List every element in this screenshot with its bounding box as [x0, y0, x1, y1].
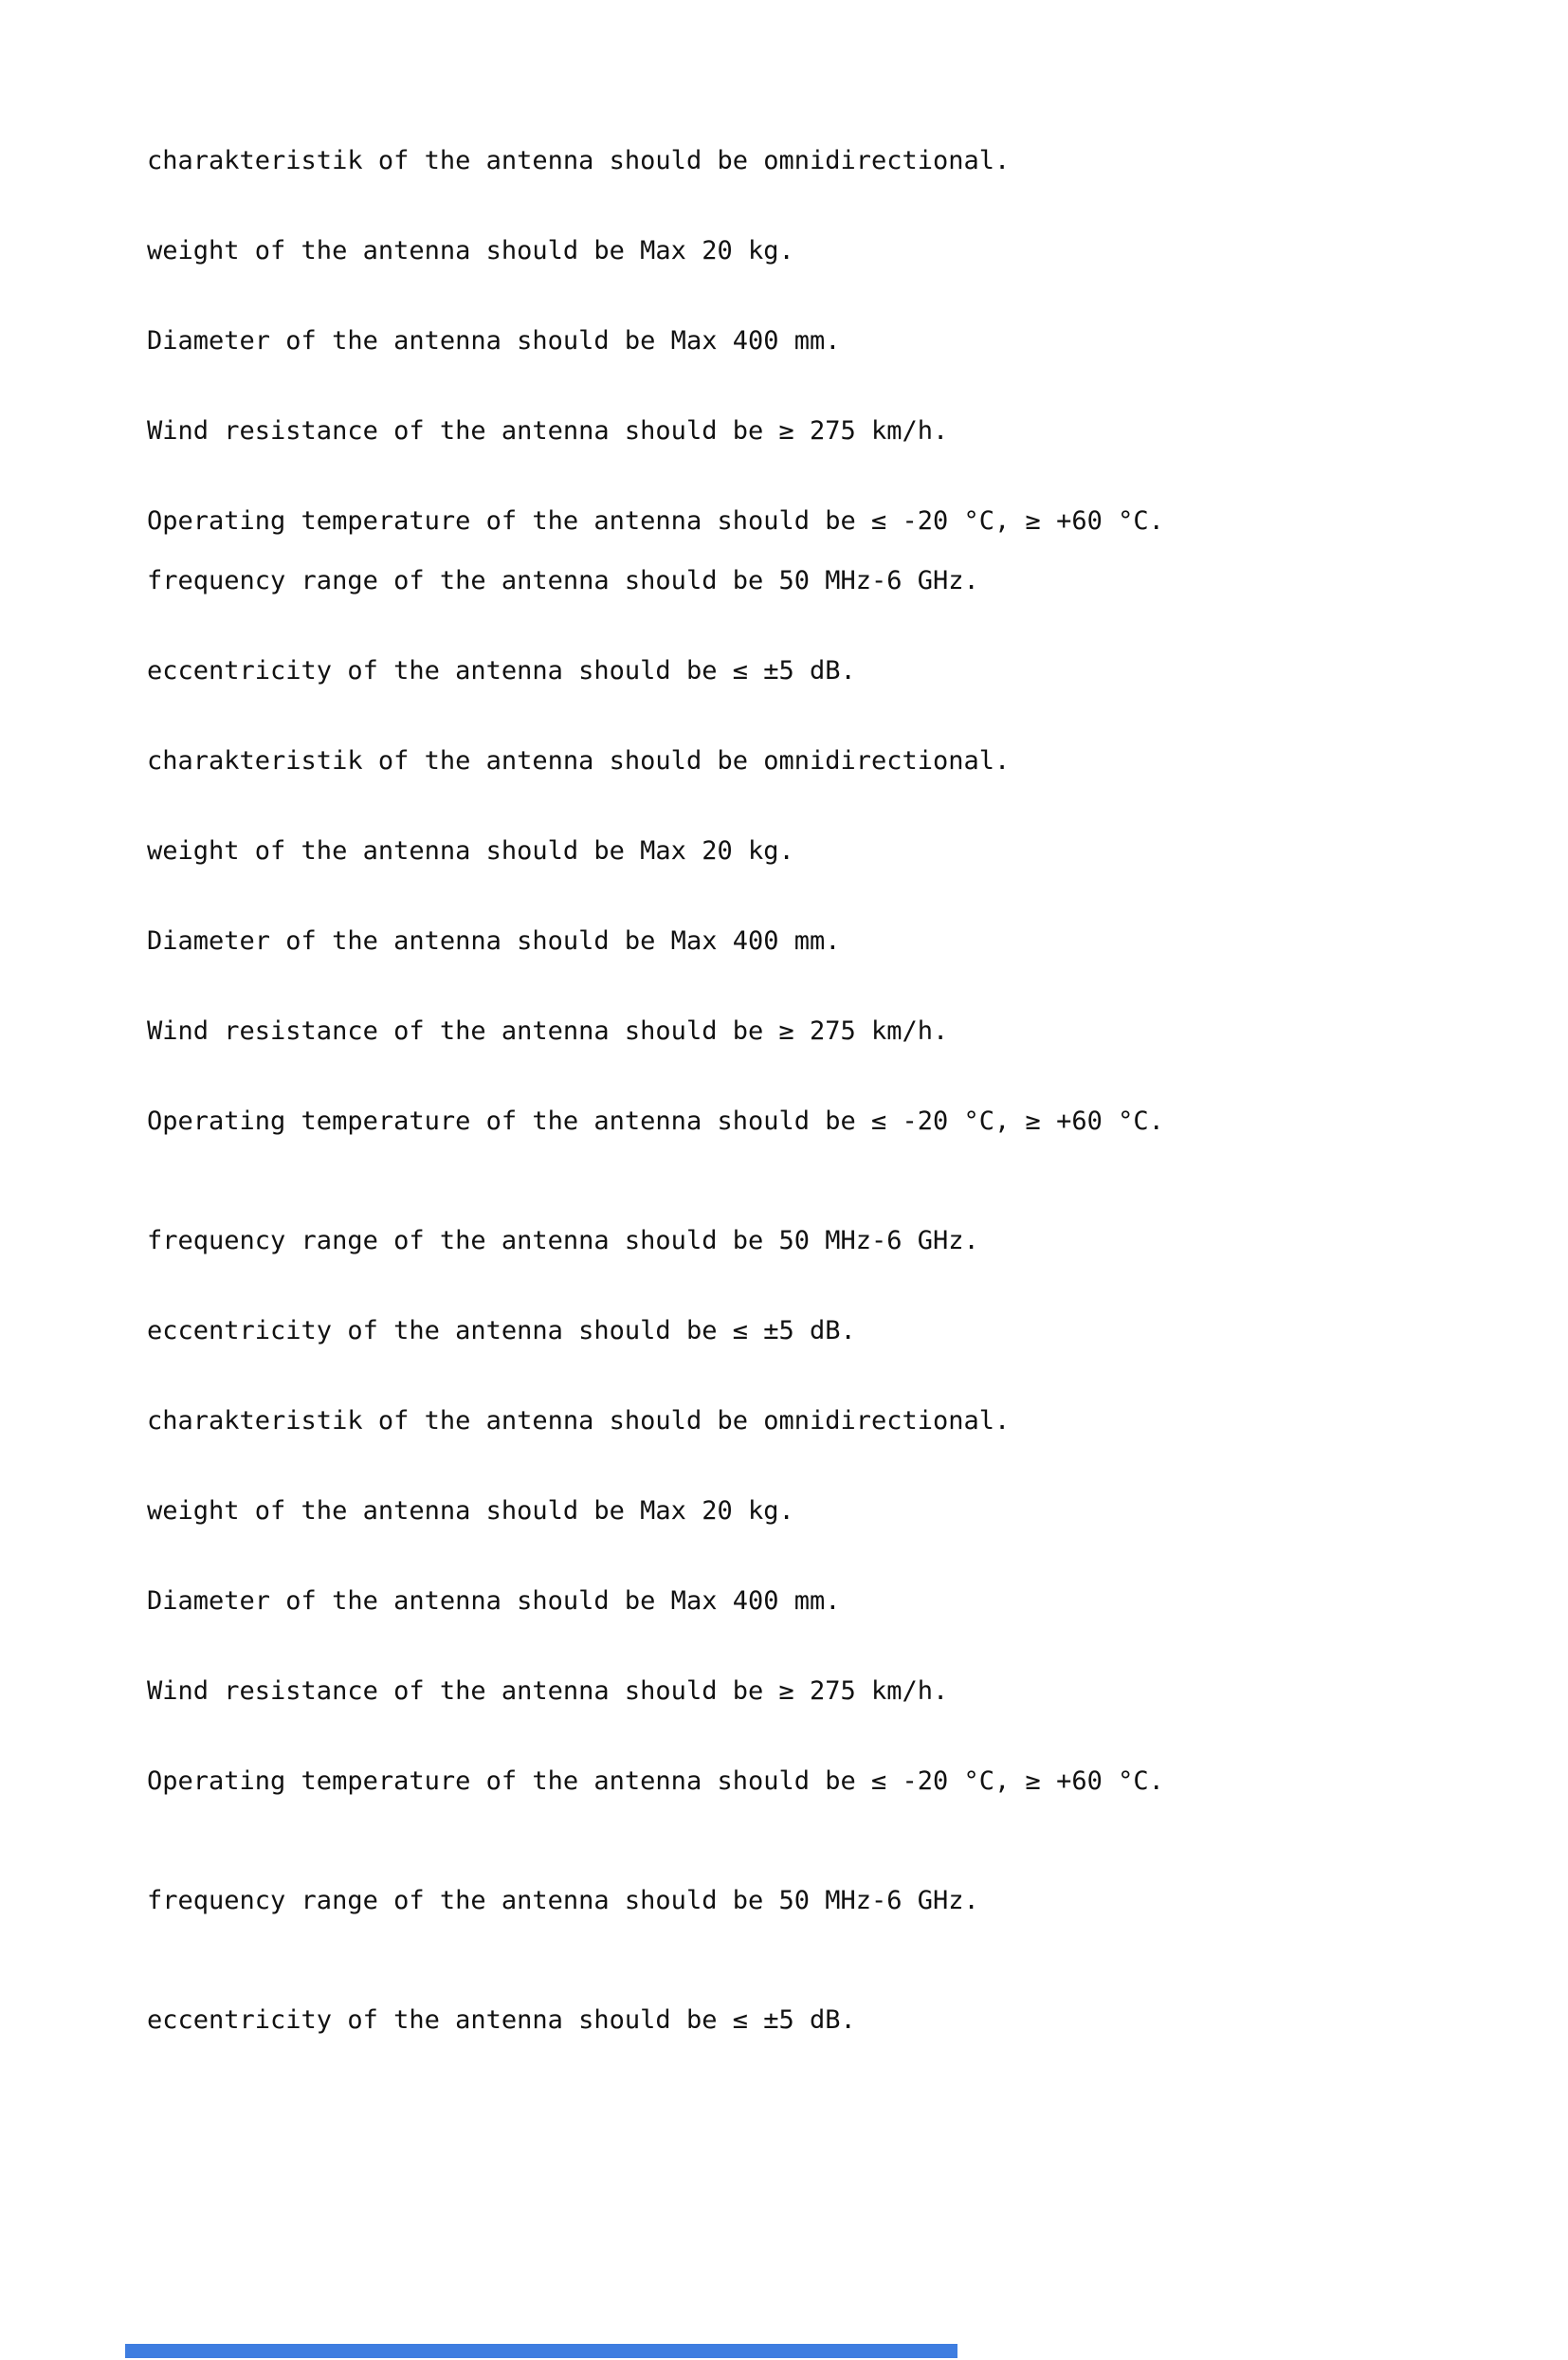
text-line: weight of the antenna should be Max 20 kg.	[147, 236, 794, 265]
text-line: frequency range of the antenna should be 50 MHz-6 GHz.	[147, 1886, 979, 1915]
text-line: eccentricity of the antenna should be ≤ ±5 dB.	[147, 1316, 856, 1345]
text-line: Diameter of the antenna should be Max 400 mm.	[147, 926, 841, 956]
selection-highlight-bar	[125, 2344, 957, 2358]
text-line: charakteristik of the antenna should be omnidirectional.	[147, 146, 1011, 175]
text-line: weight of the antenna should be Max 20 kg.	[147, 836, 794, 866]
text-line: charakteristik of the antenna should be omnidirectional.	[147, 1406, 1011, 1436]
text-line: charakteristik of the antenna should be omnidirectional.	[147, 746, 1011, 776]
text-line: Wind resistance of the antenna should be ≥ 275 km/h.	[147, 1676, 949, 1706]
text-line: Operating temperature of the antenna should be ≤ -20 °C, ≥ +60 °C.	[147, 506, 1164, 536]
text-line: Operating temperature of the antenna should be ≤ -20 °C, ≥ +60 °C.	[147, 1766, 1164, 1796]
text-line: Operating temperature of the antenna should be ≤ -20 °C, ≥ +60 °C.	[147, 1107, 1164, 1136]
text-line: weight of the antenna should be Max 20 kg.	[147, 1496, 794, 1526]
text-line: Wind resistance of the antenna should be ≥ 275 km/h.	[147, 416, 949, 446]
document-page	[0, 142, 1568, 2360]
text-line: Wind resistance of the antenna should be ≥ 275 km/h.	[147, 1016, 949, 1046]
text-line: eccentricity of the antenna should be ≤ ±5 dB.	[147, 2005, 856, 2035]
text-line: frequency range of the antenna should be 50 MHz-6 GHz.	[147, 566, 979, 595]
text-line: frequency range of the antenna should be 50 MHz-6 GHz.	[147, 1226, 979, 1255]
text-line: Diameter of the antenna should be Max 400 mm.	[147, 326, 841, 356]
text-line: eccentricity of the antenna should be ≤ ±5 dB.	[147, 656, 856, 686]
text-line: Diameter of the antenna should be Max 400 mm.	[147, 1586, 841, 1616]
